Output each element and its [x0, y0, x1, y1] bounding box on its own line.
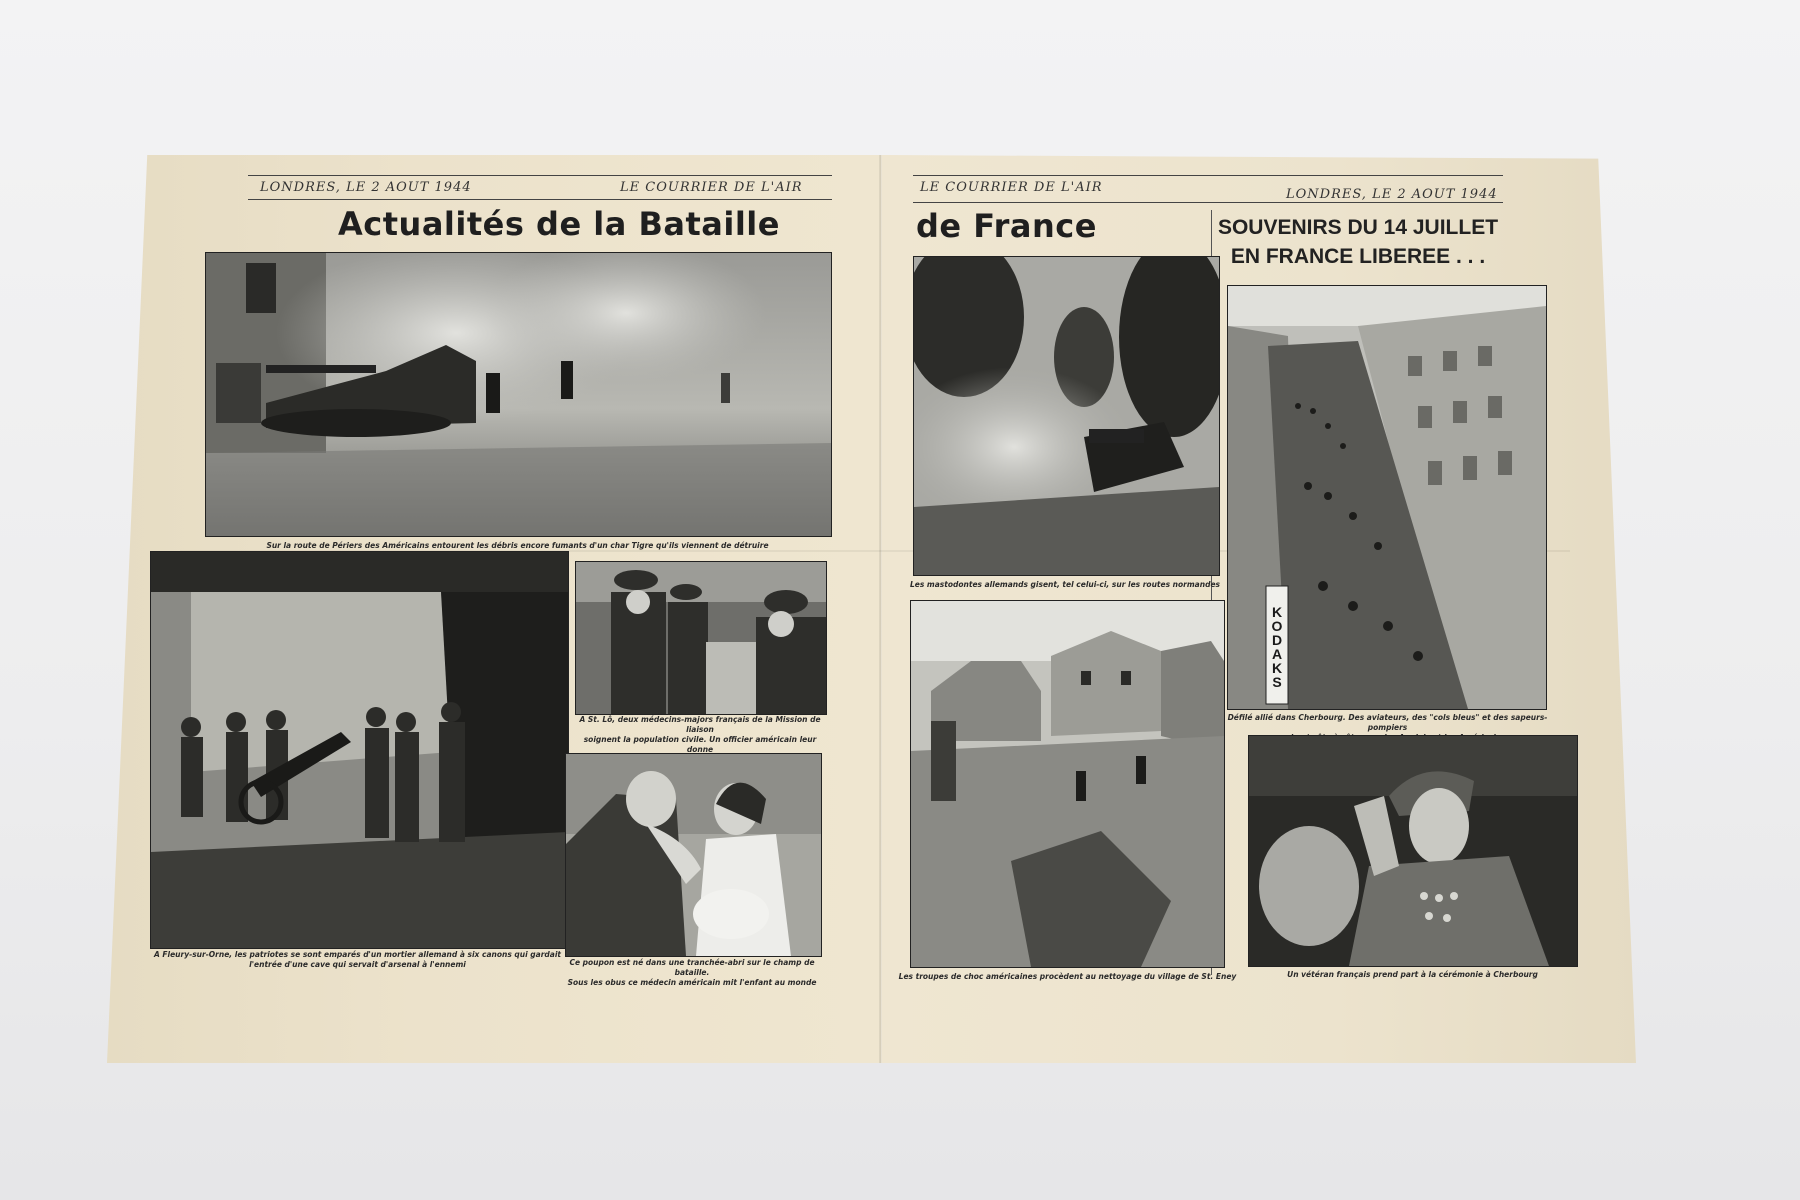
center-fold [879, 155, 882, 1063]
side-headline-line1: SOUVENIRS DU 14 JUILLET [1217, 216, 1499, 239]
side-headline [1208, 213, 1508, 271]
caption-patriots-mortar [145, 950, 570, 970]
caption-medics-line2: soignent la population civile. Un officier américain leur donne [583, 735, 817, 754]
headline-right: de France [916, 207, 1097, 245]
headline-left: Actualités de la Bataille [338, 205, 780, 243]
caption-village-st-eney: Les troupes de choc américaines procèdent au nettoyage du village de St. Eney [898, 972, 1237, 981]
caption-patriots-line2: l'entrée d'une cave qui servait d'arsenal à l'ennemi [249, 960, 466, 969]
photo-patriots-mortar [150, 551, 569, 949]
kodaks-sign [1266, 588, 1288, 704]
top-rule-right [913, 175, 1503, 176]
caption-tank-woods: Les mastodontes allemands gisent, tel celui-ci, sur les routes normandes [909, 580, 1221, 589]
photo-tank-woods [913, 256, 1220, 576]
photo-cherbourg-parade [1227, 285, 1547, 710]
bottom-rule-right [913, 202, 1503, 203]
side-headline-line2: EN FRANCE LIBEREE . . . [1230, 245, 1486, 268]
caption-cherbourg-line1: Défilé allié dans Cherbourg. Des aviateurs, des "cols bleus" et des sapeurs-pompiers [1227, 713, 1548, 732]
kodaks-sign-text: KODAKS [1269, 604, 1285, 688]
dateline-right: LONDRES, LE 2 AOUT 1944 [1286, 187, 1498, 202]
caption-tank-street: Sur la route de Périers des Américains entourent les débris encore fumants d'un char Tigre qu'ils viennent de détruire [266, 541, 769, 550]
caption-baby-trench [552, 958, 832, 988]
masthead-right: LE COURRIER DE L'AIR [920, 180, 1103, 195]
photo-baby-trench [565, 753, 822, 957]
photo-medics-stlo [575, 561, 827, 715]
caption-veteran-salute: Un vétéran français prend part à la cérémonie à Cherbourg [1287, 970, 1538, 979]
bottom-rule-left [248, 199, 832, 200]
caption-patriots-line1: A Fleury-sur-Orne, les patriotes se sont emparés d'un mortier allemand à six canons qui gardait [153, 950, 562, 959]
caption-medics-line1: A St. Lô, deux médecins-majors français de la Mission de liaison [579, 715, 821, 734]
photo-tank-street [205, 252, 832, 537]
photo-veteran-salute [1248, 735, 1578, 967]
dateline-left: LONDRES, LE 2 AOUT 1944 [260, 180, 472, 195]
caption-baby-line2: Sous les obus ce médecin américain mit l'enfant au monde [567, 978, 817, 987]
top-rule-left [248, 175, 832, 176]
caption-baby-line1: Ce poupon est né dans une tranchée-abri sur le champ de bataille. [569, 958, 815, 977]
masthead-left: LE COURRIER DE L'AIR [620, 180, 803, 195]
photo-village-st-eney [910, 600, 1225, 968]
